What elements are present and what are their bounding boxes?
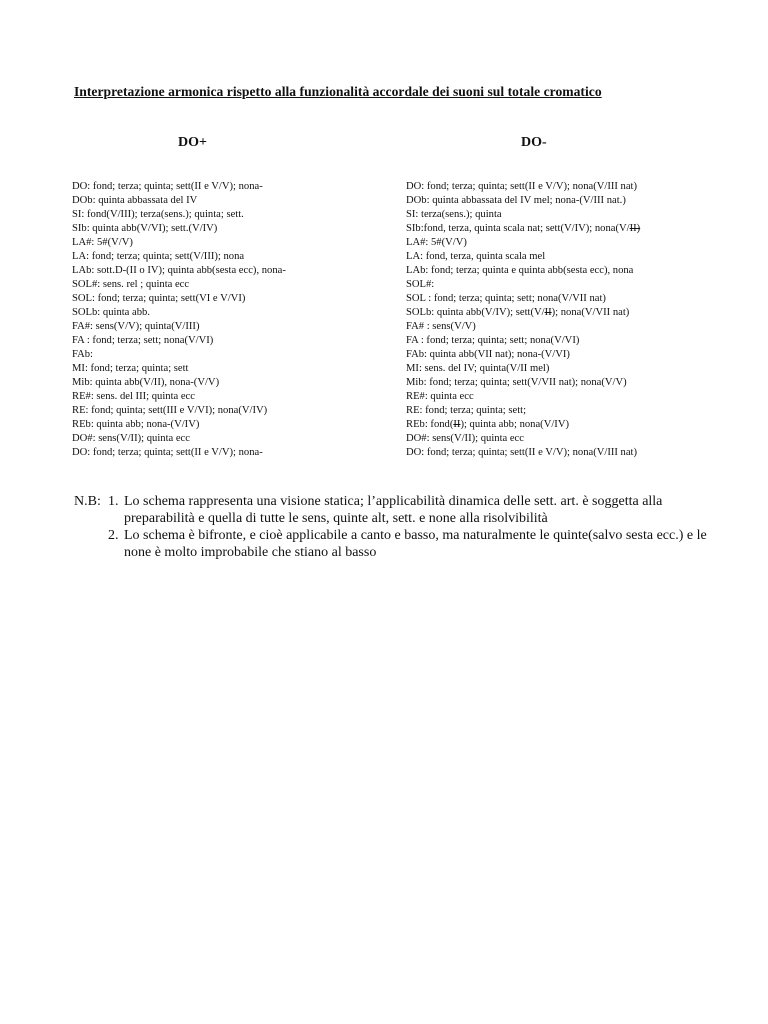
note-row: LA#: 5#(V/V) [72,237,133,248]
note-row: FA : fond; terza; quinta; sett; nona(V/VI) [406,335,580,346]
row-text: ); nona(V/VII nat) [551,307,630,318]
struck-text: II) [629,223,641,234]
note-row: DO#: sens(V/II); quinta ecc [72,433,190,444]
note-row: LA: fond, terza, quinta scala mel [406,251,546,262]
note-row: LAb: fond; terza; quinta e quinta abb(sesta ecc), nona [406,265,634,276]
note-number: 1. [108,494,119,509]
note-row: DO: fond; terza; quinta; sett(II e V/V); nona- [72,447,263,458]
column-header-do-major: DO+ [178,135,207,150]
note-row: DOb: quinta abbassata del IV mel; nona-(V/III nat.) [406,195,626,206]
row-text: SIb:fond, terza, quinta scala nat; sett(V/IV); nona(V/ [406,223,630,234]
note-row: FA# : sens(V/V) [406,321,476,332]
note-row: SIb: quinta abb(V/VI); sett.(V/IV) [72,223,218,234]
note-row: DO: fond; terza; quinta; sett(II e V/V); nona(V/III nat) [406,447,638,458]
note-number: 2. [108,528,119,543]
do-major-column [72,180,286,460]
struck-text: II [544,307,552,318]
note-row: MI: sens. del IV; quinta(V/II mel) [406,363,550,374]
document-title: Interpretazione armonica rispetto alla funzionalità accordale dei suoni sul totale cromatico [74,84,602,99]
note-row: RE#: quinta ecc [406,391,474,402]
note-row: DOb: quinta abbassata del IV [72,195,198,206]
note-row [406,306,640,320]
note-row: RE: fond; quinta; sett(III e V/VI); nona(V/IV) [72,405,268,416]
notes-label: N.B: [74,494,101,509]
note-row [406,222,640,236]
struck-text: II [453,419,461,430]
row-text: REb: fond( [406,419,454,430]
note-row: REb: quinta abb; nona-(V/IV) [72,419,200,430]
note-row: RE#: sens. del III; quinta ecc [72,391,195,402]
note-row: LAb: sott.D-(II o IV); quinta abb(sesta ecc), nona- [72,265,286,276]
note-row: LA: fond; terza; quinta; sett(V/III); nona [72,251,245,262]
note-row: Mib: quinta abb(V/II), nona-(V/V) [72,377,220,388]
note-row: FA#: sens(V/V); quinta(V/III) [72,321,200,332]
note-row: LA#: 5#(V/V) [406,237,467,248]
note-row: FAb: [72,349,93,360]
note-row: RE: fond; terza; quinta; sett; [406,405,527,416]
note-row: SI: terza(sens.); quinta [406,209,502,220]
note-row: SOL#: sens. rel ; quinta ecc [72,279,190,290]
column-header-do-minor: DO- [521,135,547,150]
note-row: Mib: fond; terza; quinta; sett(V/VII nat); nona(V/V) [406,377,627,388]
note-row: DO#: sens(V/II); quinta ecc [406,433,524,444]
note-row: SI: fond(V/III); terza(sens.); quinta; sett. [72,209,244,220]
note-text: Lo schema è bifronte, e cioè applicabile a canto e basso, ma naturalmente le quinte(salvo sesta ecc.) e le none è molto improbabile che stiano al basso [124,528,707,560]
note-row: SOL: fond; terza; quinta; sett(VI e V/VI) [72,293,246,304]
note-row: FA : fond; terza; sett; nona(V/VI) [72,335,214,346]
note-row: SOL : fond; terza; quinta; sett; nona(V/VII nat) [406,293,606,304]
row-text: SOLb: quinta abb(V/IV); sett(V/ [406,307,545,318]
note-row: MI: fond; terza; quinta; sett [72,363,189,374]
note-row: DO: fond; terza; quinta; sett(II e V/V); nona(V/III nat) [406,181,638,192]
do-minor-column [406,180,640,460]
note-row: SOLb: quinta abb. [72,307,150,318]
note-text: Lo schema rappresenta una visione statica; l’applicabilità dinamica delle sett. art. è soggetta alla preparabilità e quella di tutte le sens, quinte alt, sett. e none alla risolvibilità [124,494,663,526]
note-row: DO: fond; terza; quinta; sett(II e V/V); nona- [72,181,263,192]
note-row: SOL#: [406,279,435,290]
note-row: FAb: quinta abb(VII nat); nona-(V/VI) [406,349,570,360]
note-row [406,418,640,432]
row-text: ); quinta abb; nona(V/IV) [460,419,569,430]
